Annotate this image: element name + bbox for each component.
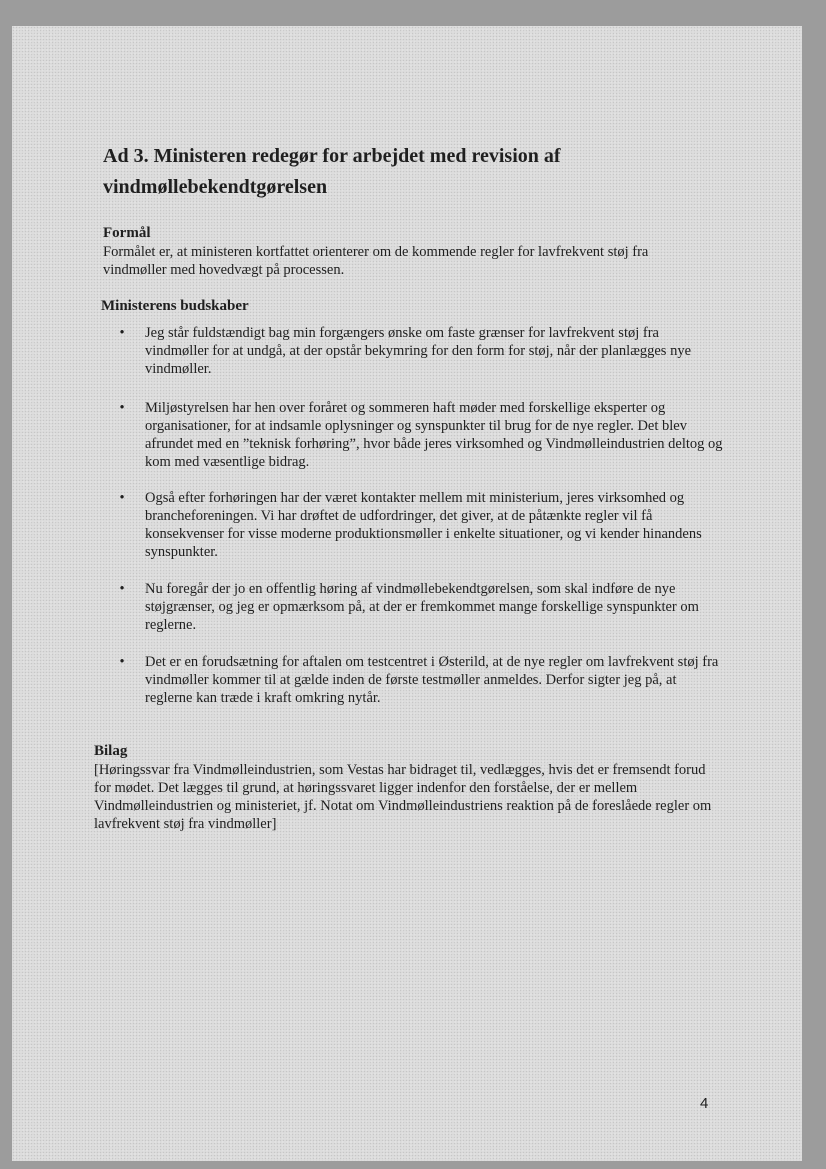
bullet-icon: •: [119, 400, 125, 416]
formaal-text: Formålet er, at ministeren kortfattet orienterer om de kommende regler for lavfrekvent støj fra vindmøller med hovedvægt på processen.: [103, 244, 649, 278]
bullet-icon: •: [119, 490, 125, 506]
bullet-icon: •: [119, 581, 125, 597]
list-item-text: Også efter forhøringen har der været kontakter mellem mit ministerium, jeres virksomhed og brancheforeningen. Vi har drøftet de udfordringer, det giver, at de påtænkte regler vil få konsekvenser for visse moderne produktionsmøller i enkelte situationer, og vi kender hinandens synspunkter.: [145, 490, 702, 560]
document-title: Ad 3. Ministeren redegør for arbejdet med revision af vindmøllebekendtgørelsen: [103, 145, 561, 198]
bilag-heading: Bilag: [94, 743, 128, 759]
formaal-heading: Formål: [103, 225, 151, 241]
bilag-text: [Høringssvar fra Vindmølleindustrien, som Vestas har bidraget til, vedlægges, hvis det er fremsendt forud for mødet. Det lægges til grund, at høringssvaret ligger indenfor den forståelse, der er mellem Vindmølleindustrien og ministeriet, jf. Notat om Vindmølleindustriens reaktion på de foreslåede regler om lavfrekvent støj fra vindmøller]: [94, 762, 712, 832]
list-item-text: Jeg står fuldstændigt bag min forgængers ønske om faste grænser for lavfrekvent støj fra vindmøller for at undgå, at der opstår bekymring for den form for støj, når der planlægges nye vindmøller.: [145, 325, 692, 377]
bullet-icon: •: [119, 654, 125, 670]
list-item-text: Miljøstyrelsen har hen over foråret og sommeren haft møder med forskellige eksperter og organisationer, for at indsamle oplysninger og synspunkter til brug for de nye regler. Det blev afrundet med en ”teknisk forhøring”, hvor både jeres virksomhed og Vindmølleindustrien deltog og kom med væsentlige bidrag.: [145, 400, 723, 470]
budskaber-heading: Ministerens budskaber: [101, 298, 249, 314]
list-item-text: Nu foregår der jo en offentlig høring af vindmøllebekendtgørelsen, som skal indføre de nye støjgrænser, og jeg er opmærksom på, at der er fremkommet mange forskellige synspunkter om reglerne.: [145, 581, 699, 633]
bullet-icon: •: [119, 325, 125, 341]
list-item-text: Det er en forudsætning for aftalen om testcentret i Østerild, at de nye regler om lavfrekvent støj fra vindmøller kommer til at gælde inden de første testmøller anmeldes. Derfor sigter jeg på, at reglerne kan træde i kraft omkring nytår.: [145, 654, 719, 706]
page-number: 4: [700, 1095, 709, 1112]
